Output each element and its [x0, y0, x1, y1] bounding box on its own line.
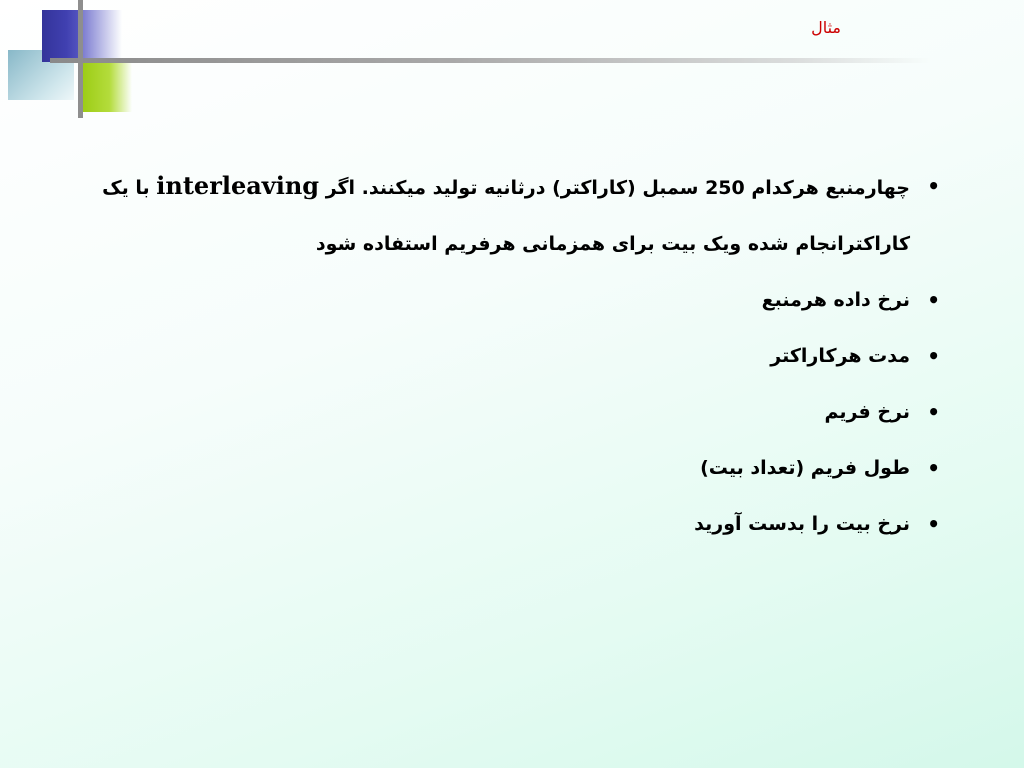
list-item [50, 440, 958, 496]
bullet-text-continued: با یک کاراکترانجام شده ویک بیت برای همزمانی هرفریم استفاده شود [102, 177, 910, 255]
bullet-text: نرخ داده هرمنبع [761, 289, 910, 311]
slide-content [50, 158, 958, 552]
bullet-icon: • [927, 456, 940, 480]
bullet-icon: • [927, 344, 940, 368]
bullet-icon: • [927, 400, 940, 424]
list-item [50, 272, 958, 328]
list-item [50, 384, 958, 440]
blue-fade-decoration [82, 10, 122, 62]
slide-title: مثال [811, 18, 841, 37]
bullet-icon: • [927, 512, 940, 536]
list-item [50, 328, 958, 384]
horizontal-rule [50, 58, 930, 63]
bullet-latin-term: interleaving [156, 171, 320, 200]
bullet-text: طول فریم (تعداد بیت) [700, 457, 910, 479]
bullet-list [50, 158, 958, 552]
bullet-text: مدت هرکاراکتر [770, 345, 910, 367]
list-item [50, 158, 958, 272]
bullet-text: نرخ فریم [824, 401, 910, 423]
bullet-text: چهارمنبع هرکدام 250 سمبل (کاراکتر) درثانیه تولید میکنند. اگر [325, 177, 910, 199]
bullet-icon: • [927, 174, 940, 198]
green-square-decoration [82, 62, 132, 112]
blue-square-decoration [42, 10, 82, 62]
vertical-rule [78, 0, 83, 118]
header-decoration [0, 0, 1024, 120]
bullet-icon: • [927, 288, 940, 312]
bullet-text: نرخ بیت را بدست آورید [694, 513, 910, 535]
list-item [50, 496, 958, 552]
